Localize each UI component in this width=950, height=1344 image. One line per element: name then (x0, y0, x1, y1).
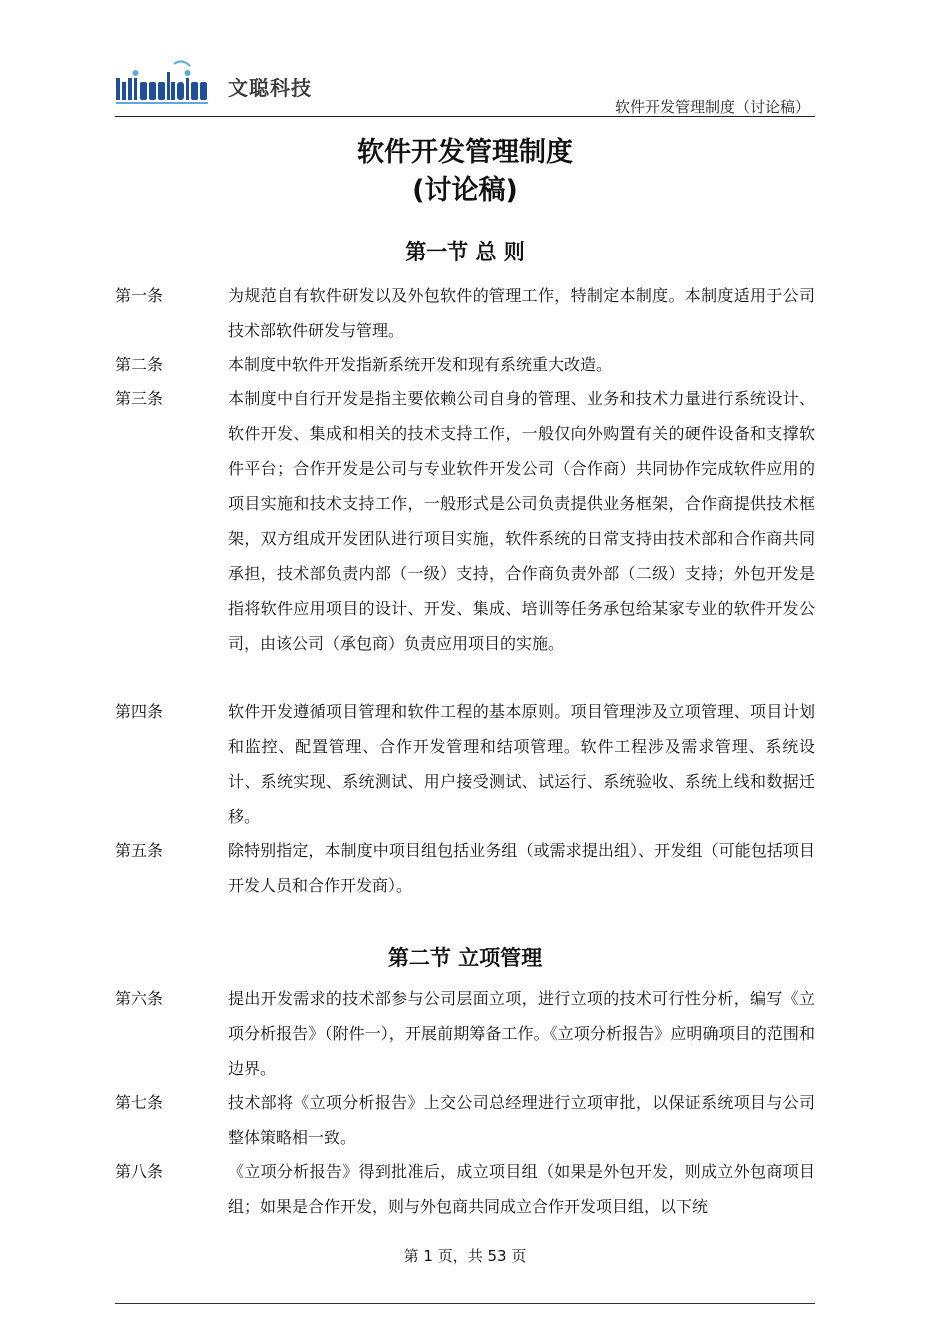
article-number: 第七条 (115, 1093, 164, 1112)
section-title: 第一节 总 则 (405, 240, 525, 264)
article-text: 为规范自有软件研发以及外包软件的管理工作，特制定本制度。本制度适用于公司技术部软件研发与管理。 (228, 286, 815, 340)
article (115, 278, 815, 348)
footer-divider (115, 1303, 815, 1304)
header-divider (115, 116, 815, 117)
article-text: 《立项分析报告》得到批准后，成立项目组（如果是外包开发，则成立外包商项目组；如果是合作开发，则与外包商共同成立合作开发项目组，以下统 (228, 1162, 815, 1216)
article (115, 833, 815, 903)
article-text: 技术部将《立项分析报告》上交公司总经理进行立项审批，以保证系统项目与公司整体策略相一致。 (228, 1093, 815, 1147)
article (115, 1085, 815, 1155)
article (115, 1154, 815, 1224)
article-number: 第八条 (115, 1162, 164, 1181)
document-title: 软件开发管理制度 (357, 137, 573, 168)
wisechoice-logo-icon (116, 58, 212, 106)
article-number: 第五条 (115, 841, 164, 860)
article-text: 除特别指定，本制度中项目组包括业务组（或需求提出组）、开发组（可能包括项目开发人员和合作开发商）。 (228, 841, 815, 895)
article-number: 第四条 (115, 702, 164, 721)
article-text: 本制度中软件开发指新系统开发和现有系统重大改造。 (228, 355, 613, 374)
article (115, 694, 815, 834)
article-text: 软件开发遵循项目管理和软件工程的基本原则。项目管理涉及立项管理、项目计划和监控、配置管理、合作开发管理和结项管理。软件工程涉及需求管理、系统设计、系统实现、系统测试、用户接受测试、试运行、系统验收、系统上线和数据迁移。 (228, 702, 815, 826)
page-number: 第 1 页，共 53 页 (403, 1247, 527, 1265)
company-logo (116, 56, 312, 106)
running-header-title: 软件开发管理制度（讨论稿） (614, 98, 810, 116)
company-name-cn: 文聪科技 (228, 76, 312, 100)
article (115, 347, 815, 382)
article-number: 第二条 (115, 355, 164, 374)
document-subtitle: (讨论稿) (412, 175, 518, 206)
article-text: 提出开发需求的技术部参与公司层面立项，进行立项的技术可行性分析，编写《立项分析报告》（附件一），开展前期筹备工作。《立项分析报告》应明确项目的范围和边界。 (228, 989, 815, 1078)
section-title: 第二节 立项管理 (387, 946, 543, 970)
article-number: 第六条 (115, 989, 164, 1008)
article-number: 第三条 (115, 389, 164, 408)
article-text: 本制度中自行开发是指主要依赖公司自身的管理、业务和技术力量进行系统设计、软件开发、集成和相关的技术支持工作，一般仅向外购置有关的硬件设备和支撑软件平台；合作开发是公司与专业软件开发公司（合作商）共同协作完成软件应用的项目实施和技术支持工作，一般形式是公司负责提供业务框架，合作商提供技术框架，双方组成开发团队进行项目实施，软件系统的日常支持由技术部和合作商共同承担，技术部负责内部（一级）支持，合作商负责外部（二级）支持；外包开发是指将软件应用项目的设计、开发、集成、培训等任务承包给某家专业的软件开发公司，由该公司（承包商）负责应用项目的实施。 (228, 389, 815, 653)
article (115, 981, 815, 1086)
article-number: 第一条 (115, 286, 164, 305)
article (115, 381, 815, 661)
